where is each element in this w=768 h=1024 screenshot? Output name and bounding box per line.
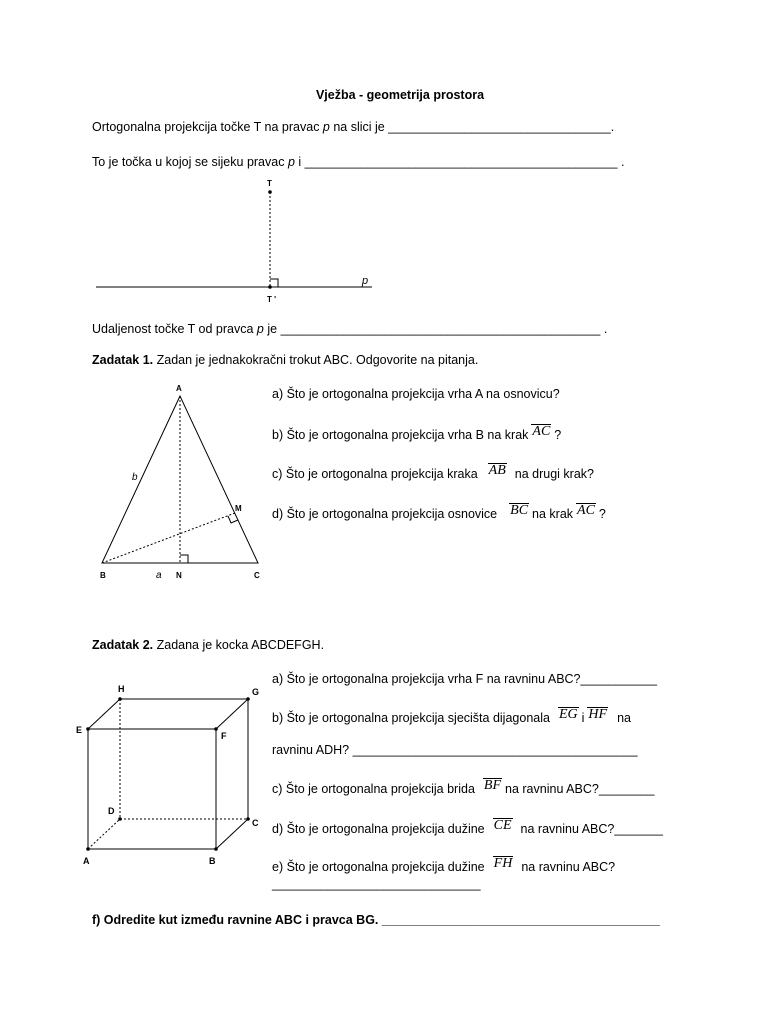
segment-eg: EG [558,707,578,722]
label-side-a: a [156,570,162,581]
vertex-b [214,847,218,851]
answer-blank-2[interactable]: _____________________________________________ [304,155,618,169]
task-2-question-f: f) Odredite kut između ravnine ABC i pravca BG. ________________________________________ [92,913,660,927]
task-1-qc-end: na drugi krak? [514,467,594,481]
label-t: T [267,179,272,188]
vertex-a [86,847,90,851]
label-n: N [176,571,182,580]
intro-line-3 [92,322,607,337]
task-1-heading [92,353,478,368]
label-b: B [100,571,106,580]
right-angle-n [180,555,188,563]
intro-line-3-mid: je [263,322,281,336]
task-2-label: Zadatak 2. [92,638,154,652]
task-2-qc-text: c) Što je ortogonalna projekcija brida [272,782,475,796]
task-2-question-d [272,818,664,837]
point-t-prime [268,285,272,289]
task-2-question-e-line-2: ______________________________ [272,877,481,891]
task-1-text: Zadan je jednakokračni trokut ABC. Odgovorite na pitanja. [153,353,479,367]
label-cube-d: D [108,806,115,816]
task-1-qc-text: c) Što je ortogonalna projekcija kraka [272,467,478,481]
task-1-qd-text: d) Što je ortogonalna projekcija osnovice [272,507,498,521]
segment-fh: FH [493,856,513,871]
label-cube-h: H [118,684,125,694]
task-1-qb-end: ? [554,428,562,442]
intro-line-2-var: p [287,155,295,169]
intro-line-2-end: . [617,155,625,169]
answer-blank-3[interactable]: ______________________________________________ [280,322,601,336]
label-side-b: b [132,472,138,483]
task-2-question-e [272,856,616,875]
label-cube-e: E [76,725,83,735]
task-2-question-a: a) Što je ortogonalna projekcija vrha F na ravninu ABC?___________ [272,672,657,686]
task-2-heading [92,638,324,653]
intro-line-1-suffix: na slici je [329,120,389,134]
vertex-h [118,697,122,701]
intro-line-3-text: Udaljenost točke T od pravca [92,322,257,336]
vertex-e [86,727,90,731]
label-m: M [235,504,242,513]
label-cube-g: G [252,687,260,697]
task-1-qd-end: ? [598,507,606,521]
intro-line-2-mid: i [294,155,305,169]
projection-figure [90,176,390,306]
label-cube-b: B [209,856,216,866]
vertex-g [246,697,250,701]
cube-front-face [88,729,216,849]
segment-hf: HF [588,707,608,722]
intro-line-1-var: p [322,120,330,134]
vertex-f [214,727,218,731]
page-title: Vježba - geometrija prostora [315,88,485,102]
label-c: C [254,571,260,580]
edge-fg [216,699,248,729]
vertex-c [246,817,250,821]
intro-line-3-var: p [256,322,264,336]
segment-bc: BC [510,503,529,518]
intro-line-2 [92,155,624,170]
edge-eh [88,699,120,729]
task-1-qd-mid: na krak [532,507,574,521]
task-2-question-c [272,778,655,797]
label-a: A [176,384,182,393]
edge-bc [216,819,248,849]
label-cube-a: A [83,856,90,866]
task-2-text: Zadana je kocka ABCDEFGH. [153,638,325,652]
task-1-question-c [272,463,594,482]
label-cube-f: F [221,731,227,741]
segment-ce: CE [493,818,512,833]
segment-ac-2: AC [577,503,595,518]
point-t [268,190,272,194]
vertex-d [118,817,122,821]
intro-line-1 [92,120,614,135]
task-2-question-b-line-2: ravninu ADH? _________________________________________ [272,743,638,757]
task-1-question-d [272,503,606,522]
cube-figure [76,680,266,870]
task-2-qb-and: i [581,711,585,725]
intro-line-3-end: . [600,322,608,336]
label-p: p [362,275,369,287]
segment-ac: AC [532,424,551,439]
triangle-figure [92,380,272,590]
task-1-question-a: a) Što je ortogonalna projekcija vrha A na osnovicu? [272,387,560,401]
task-2-qd-end: na ravninu ABC?_______ [520,822,664,836]
answer-blank-1[interactable]: ________________________________ [388,120,611,134]
task-2-qd-text: d) Što je ortogonalna projekcija dužine [272,822,485,836]
intro-line-1-text: Ortogonalna projekcija točke T na pravac [92,120,323,134]
task-2-qc-end: na ravninu ABC?________ [505,782,655,796]
task-1-qb-text: b) Što je ortogonalna projekcija vrha B na krak [272,428,529,442]
intro-line-1-end: . [610,120,615,134]
task-2-qb-text: b) Što je ortogonalna projekcija sjecišta dijagonala [272,711,550,725]
edge-ad-hidden [88,819,120,849]
label-cube-c: C [252,818,259,828]
task-2-qe-text: e) Što je ortogonalna projekcija dužine [272,860,485,874]
segment-bf: BF [483,778,502,793]
intro-line-2-text: To je točka u kojoj se sijeku pravac [92,155,288,169]
task-2-question-b [272,707,631,726]
task-2-qe-end: na ravninu ABC? [521,860,616,874]
segment-ab: AB [488,463,506,478]
label-t-prime: T ' [267,295,277,304]
task-1-label: Zadatak 1. [92,353,154,367]
task-2-qb-end: na [617,711,631,725]
task-1-question-b [272,424,562,443]
